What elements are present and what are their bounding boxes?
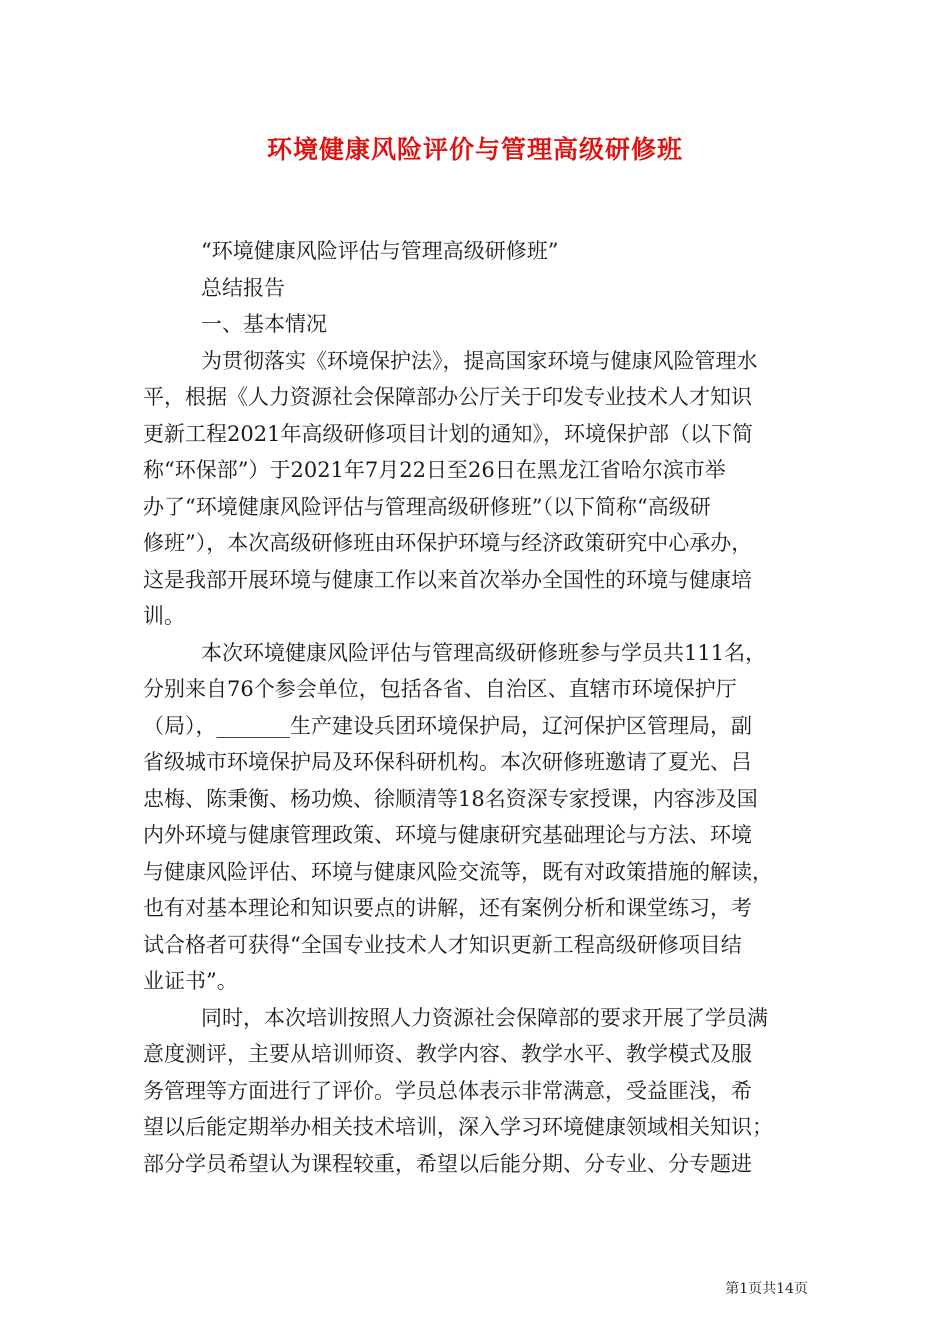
paragraph-2 [143,635,808,1000]
text-line: 省级城市环境保护局及环保科研机构。本次研修班邀请了夏光、吕 [143,750,752,774]
heading-line: “环境健康风险评估与管理高级研修班” [201,239,559,263]
text-line: 内外环境与健康管理政策、环境与健康研究基础理论与方法、环境 [143,823,752,847]
text-line: 称“环保部”）于2021年7月22日至26日在黑龙江省哈尔滨市举 [143,458,726,482]
text-line: 办了“环境健康风险评估与管理高级研修班”（以下简称“高级研 [143,494,711,519]
page-number: 第1页共14页 [725,1281,808,1297]
paragraph-1 [143,343,808,635]
document-title: 环境健康风险评价与管理高级研修班 [266,135,683,164]
text-line: 忠梅、陈秉衡、杨功焕、徐顺清等18名资深专家授课，内容涉及国 [143,786,758,811]
text-line: 本次环境健康风险评估与管理高级研修班参与学员共111名， [201,640,767,665]
text-line: 试合格者可获得“全国专业技术人才知识更新工程高级研修项目结 [143,932,742,957]
text-line: 与健康风险评估、环境与健康风险交流等，既有对政策措施的解读， [143,859,773,884]
heading-line: 总结报告 [201,275,285,300]
text-line: 同时，本次培训按照人力资源社会保障部的要求开展了学员满 [201,1005,768,1030]
text-line: 这是我部开展环境与健康工作以来首次举办全国性的环境与健康培 [143,567,752,592]
text-line: 更新工程2021年高级研修项目计划的通知》，环境保护部（以下简 [143,421,753,446]
text-line: 务管理等方面进行了评价。学员总体表示非常满意，受益匪浅，希 [143,1078,752,1103]
text-line: 训。 [143,604,185,628]
text-line: 为贯彻落实《环境保护法》，提高国家环境与健康风险管理水 [201,348,758,373]
document-body [143,233,808,1182]
text-line: 平，根据《人力资源社会保障部办公厅关于印发专业技术人才知识 [143,385,752,409]
text-line: 部分学员希望认为课程较重，希望以后能分期、分专业、分专题进 [143,1151,752,1176]
text-line: 意度测评，主要从培训师资、教学内容、教学水平、教学模式及服 [143,1042,752,1066]
text-line: 业证书”。 [143,969,238,993]
text-line: 修班”），本次高级研修班由环保护环境与经济政策研究中心承办， [143,531,753,555]
text-line: 也有对基本理论和知识要点的讲解，还有案例分析和课堂练习，考 [143,896,752,920]
text-line: 分别来自76个参会单位，包括各省、自治区、直辖市环境保护厅 [143,677,737,701]
text-line: 望以后能定期举办相关技术培训，深入学习环境健康领域相关知识； [143,1115,773,1139]
section-heading: 一、基本情况 [201,312,327,336]
paragraph-3 [143,1000,808,1183]
text-line: （局），_______生产建设兵团环境保护局，辽河保护区管理局，副 [143,713,752,738]
